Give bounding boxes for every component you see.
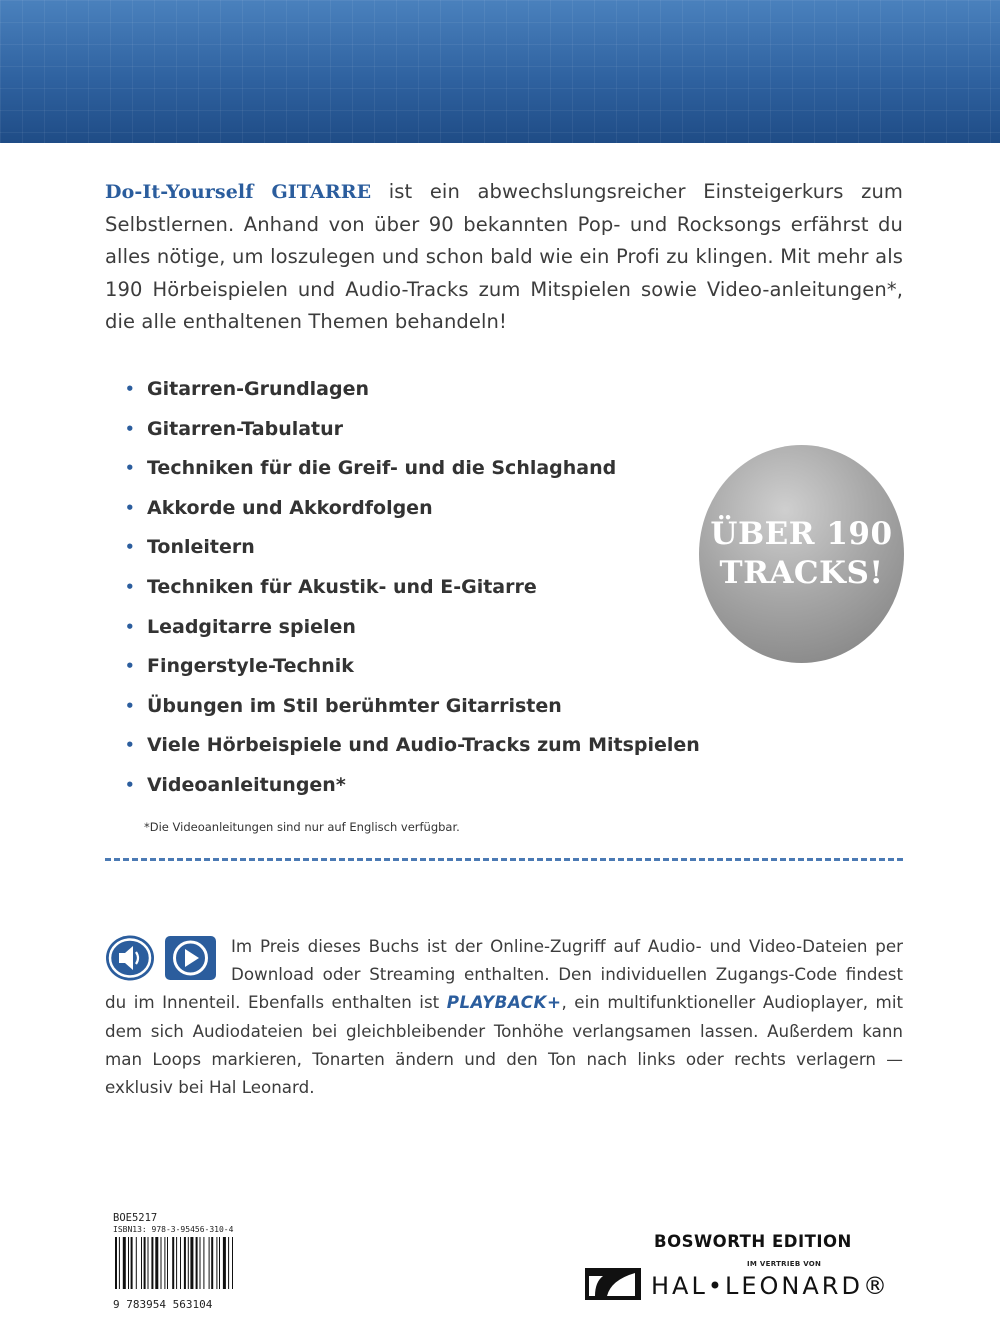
brand-name: GITARRE <box>271 181 372 203</box>
tracks-badge <box>699 445 904 663</box>
intro-paragraph <box>105 176 903 339</box>
feature-item <box>125 449 700 489</box>
bullet-icon: • <box>125 577 135 596</box>
header-band <box>0 0 1000 143</box>
barcode-digits: 9 783954 563104 <box>113 1298 213 1311</box>
feature-item <box>125 726 700 766</box>
distributor-name: HAL•LEONARD® <box>651 1272 890 1300</box>
bullet-icon: • <box>125 459 135 478</box>
distribution-label: IM VERTRIEB VON <box>747 1260 822 1268</box>
brand-prefix: Do-It-Yourself <box>105 181 254 203</box>
intro-text: ist ein abwechslungsreicher Einsteigerkurs zum Selbstlernen. Anhand von über 90 bekannten Pop- und Rocksongs erfährst du alles nötige, um loszulegen und schon bald wie ein Profi zu klingen. Mit mehr als 190 Hörbeispielen und Audio-Tracks zum Mitspielen sowie Video-anleitungen*, die alle enthaltenen Themen behandeln! <box>105 180 903 333</box>
media-paragraph <box>105 932 903 1101</box>
product-code: BOE5217 <box>113 1212 158 1224</box>
bullet-icon: • <box>125 617 135 636</box>
feature-label: Fingerstyle-Technik <box>147 655 354 678</box>
media-text-after: , ein multifunktioneller Audioplayer, mit dem sich Audiodateien bei gleichbleibender Tonhöhe verlangsamen lassen. Außerdem kann man Loops markieren, Tonarten ändern und den Ton nach links oder rechts verlagern — exklusiv bei Hal Leonard. <box>105 992 903 1098</box>
hal-leonard-logo-icon <box>585 1268 641 1300</box>
bullet-icon: • <box>125 696 135 715</box>
footnote: *Die Videoanleitungen sind nur auf Englisch verfügbar. <box>144 820 460 834</box>
feature-item <box>125 766 700 806</box>
isbn-label: ISBN13: 978-3-95456-310-4 <box>113 1225 234 1234</box>
feature-label: Gitarren-Tabulatur <box>147 417 344 440</box>
barcode-block <box>113 1212 268 1310</box>
feature-item <box>125 647 700 687</box>
badge-line-1: ÜBER 190 <box>710 516 893 552</box>
bullet-icon: • <box>125 775 135 794</box>
feature-item <box>125 370 700 410</box>
bullet-icon: • <box>125 380 135 398</box>
feature-label: Techniken für Akustik- und E-Gitarre <box>147 575 537 598</box>
feature-label: Tonleitern <box>147 536 255 559</box>
feature-item <box>125 568 700 608</box>
bullet-icon: • <box>125 657 135 676</box>
feature-item <box>125 608 700 648</box>
feature-list <box>125 370 700 806</box>
brand-title <box>105 181 371 203</box>
icon-spacer <box>105 932 231 984</box>
feature-label: Gitarren-Grundlagen <box>147 378 370 400</box>
bullet-icon: • <box>125 419 135 438</box>
feature-item <box>125 687 700 727</box>
bullet-icon: • <box>125 736 135 755</box>
feature-label: Videoanleitungen* <box>147 773 346 796</box>
feature-label: Leadgitarre spielen <box>147 615 356 638</box>
bullet-icon: • <box>125 498 135 517</box>
bullet-icon: • <box>125 538 135 557</box>
playback-brand: PLAYBACK+ <box>446 992 562 1013</box>
dashed-divider <box>105 858 903 861</box>
feature-label: Techniken für die Greif- und die Schlaghand <box>147 457 617 480</box>
feature-label: Akkorde und Akkordfolgen <box>147 496 433 519</box>
feature-label: Übungen im Stil berühmter Gitarristen <box>147 694 562 717</box>
feature-item <box>125 410 700 450</box>
feature-item <box>125 528 700 568</box>
feature-label: Viele Hörbeispiele und Audio-Tracks zum Mitspielen <box>147 734 700 757</box>
publisher-name: BOSWORTH EDITION <box>654 1232 852 1251</box>
feature-item <box>125 489 700 529</box>
media-text-before: Im Preis dieses Buchs ist der Online-Zugriff auf Audio- und Video-Dateien per Download oder Streaming enthalten. Den individuellen Zugangs-Code findest du im Innenteil. Ebenfalls enthalten ist <box>105 936 903 1013</box>
badge-line-2: TRACKS! <box>719 555 884 591</box>
barcode-image <box>113 1237 268 1289</box>
